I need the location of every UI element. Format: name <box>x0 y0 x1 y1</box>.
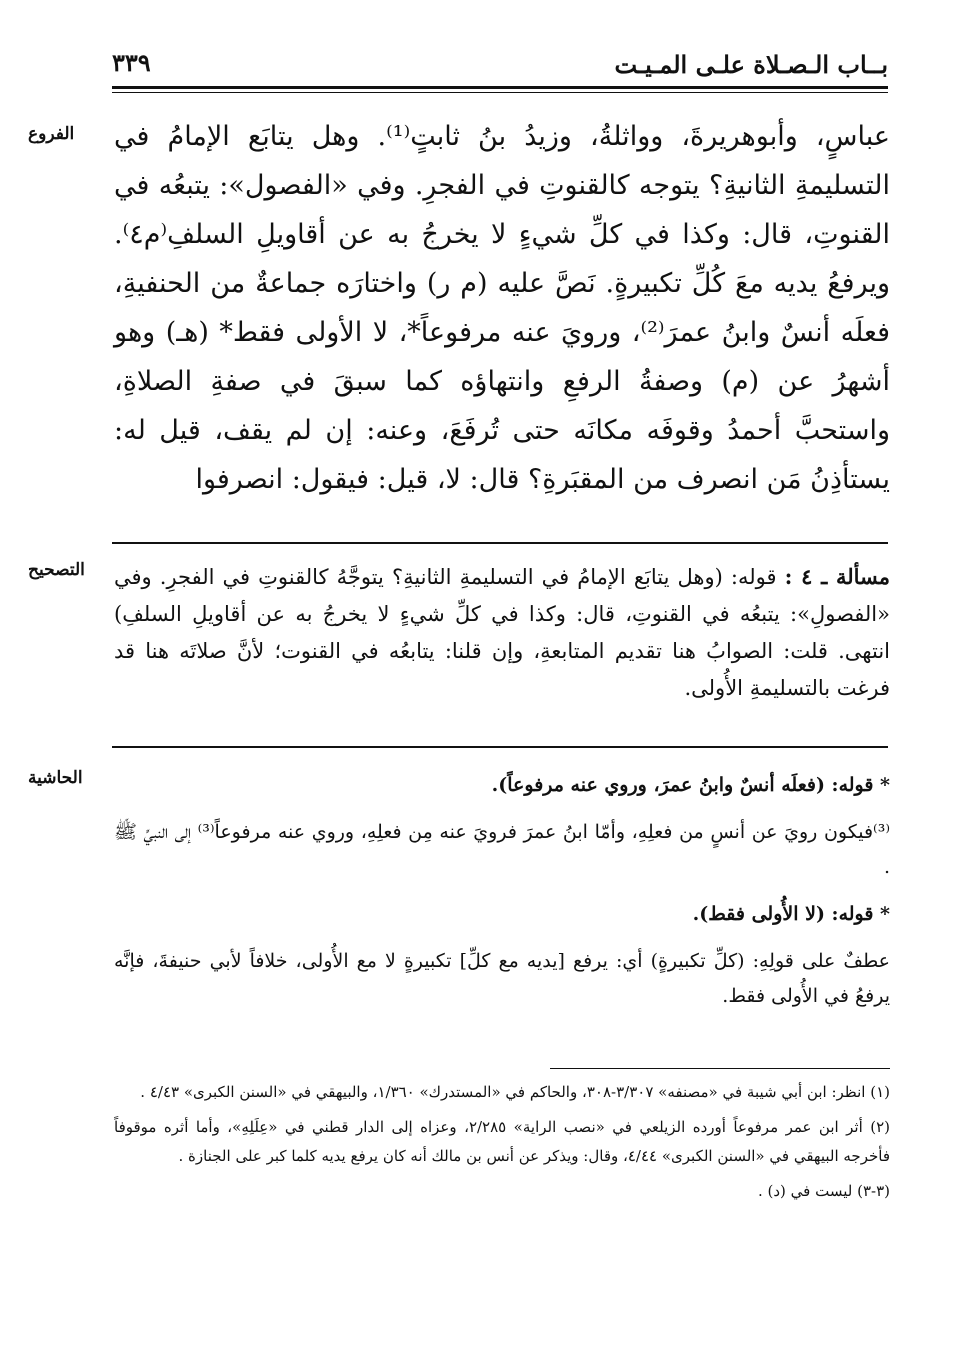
tashih-section <box>114 558 890 707</box>
page-number: ٣٣٩ <box>112 48 151 77</box>
footnotes <box>114 1078 890 1212</box>
footnote-1: (١) انظر: ابن أبي شيبة في «مصنفه» ٣/٣٠٧-٣٠٨، والحاكم في «المستدرك» ١/٣٦٠، والبيهقي في «السنن الكبرى» ٤/٤٣ . <box>140 1083 890 1101</box>
tashih-text: قوله: (وهل يتابَع الإمامُ في التسليمةِ الثانيةِ؟ يتوجَّهُ كالقنوتِ في الفجرِ. وفي «الفصولِ»: يتبعُه في القنوتِ، قال: وكذا في كلِّ شيءٍ لا يخرجُ به عن أقاويلِ السلفِ) انتهى. قلت: الصوابُ هنا تقديم المتابعةِ، وإن قلنا: يتابعُه في القنوت؛ لأنَّ صلاتَه هنا قد فرغت بالتسليمةِ الأُولى. <box>114 565 890 700</box>
section-divider-2 <box>112 746 888 748</box>
hashiya-text-1: ⁽³⁾فيكون رويَ عن أنسٍ من فعلِهِ، وأمّا ابنُ عمرَ فرويَ عنه مِن فعلِهِ، وروي عنه مرفوعاً⁽³⁾ إلى النبيِّ ﷺ . <box>114 821 890 878</box>
masala-number: مسألة ـ ٤ : <box>784 564 890 589</box>
side-label-tashih: التصحيح <box>28 560 85 580</box>
side-label-hashiya: الحاشية <box>28 768 83 788</box>
chapter-title: بــاب الـصـلاة علـى المـيـت <box>614 50 888 79</box>
side-label-furu: الفروع <box>28 124 75 144</box>
hashiya-heading-2: * قوله: (لا الأُولى فقط). <box>692 903 890 925</box>
furu-text: عباسٍ، وأبوهريرةَ، وواثلةُ، وزيدُ بنُ ثابتٍ⁽¹⁾. وهل يتابَع الإمامُ في التسليمةِ الثانيةِ؟ يتوجه كالقنوتِ في الفجرِ. وفي «الفصول»: يتبعُه في القنوتِ، قال: وكذا في كلِّ شيءٍ لا يخرجُ به عن أقاويلِ السلفِ⁽م٤⁾. ويرفعُ يديه معَ كُلِّ تكبيرةٍ. نَصَّ عليه (م ر) واختارَه جماعةٌ من الحنفيةِ، فعلَه أنسٌ وابنُ عمرَ⁽²⁾، ورويَ عنه مرفوعاً*، لا الأولى فقط* (هـ) وهو أشهرُ عن (م) وصفةُ الرفعِ وانتهاؤه كما سبقَ في صفةِ الصلاةِ، واستحبَّ أحمدُ وقوفَه مكانَه حتى تُرفَعَ، وعنه: إن لم يقف، قيل له: يستأذِنُ مَن انصرف من المقبَرةِ؟ قال: لا، قيل: فيقول: انصرفوا <box>114 121 890 495</box>
hashiya-heading-1: * قوله: (فعلَه أنسٌ وابنُ عمرَ، وروي عنه مرفوعاً). <box>491 774 890 796</box>
footnote-2: (٢) أثر ابن عمر مرفوعاً أورده الزيلعي في «نصب الراية» ٢/٢٨٥، وعزاه إلى الدار قطني في «عِلَلِهِ»، وأما أثره موقوفاً فأخرجه البيهقي في «السنن الكبرى» ٤/٤٤، وقال: ويذكر عن أنس بن مالك أنه كان يرفع يديه كلما كبر على الجنازة . <box>114 1118 890 1165</box>
hashiya-section <box>114 768 890 1026</box>
hashiya-text-2: عطفٌ على قولِهِ: (كلِّ تكبيرةٍ) أي: يرفع [يديه مع كلِّ] تكبيرةٍ لا مع الأُولى، خلافاً لأبي حنيفةَ، فإنَّه يرفعُ في الأُولى فقط. <box>114 950 890 1007</box>
footnote-3: (٣-٣) ليست في (د) . <box>757 1182 890 1200</box>
footnote-rule <box>550 1068 890 1069</box>
header-rule-thin <box>112 92 888 93</box>
header-rule-thick <box>112 86 888 89</box>
section-divider-1 <box>112 542 888 544</box>
